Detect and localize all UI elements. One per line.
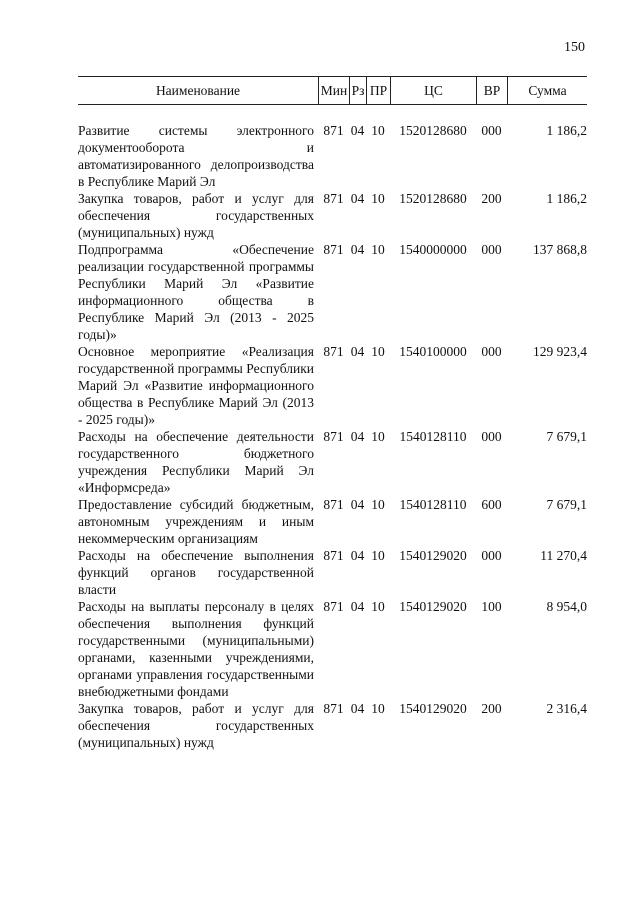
table-row (78, 190, 587, 241)
row-cs: 1540128110 (399, 429, 467, 444)
header-min: Мин (318, 77, 349, 104)
row-name: Подпрограмма «Обеспечение реализации государственной программы Республики Марий Эл «Развитие информационного общества в Республике Марий Эл (2013 - 2025 годы)» (78, 242, 314, 342)
row-vr: 000 (481, 242, 502, 257)
row-rz: 04 (350, 497, 365, 512)
table-row (78, 598, 587, 700)
row-cs: 1520128680 (399, 123, 467, 138)
row-cs: 1540129020 (399, 599, 467, 614)
row-pr: 10 (371, 191, 385, 206)
row-sum: 7 679,1 (546, 497, 587, 512)
table-row (78, 700, 587, 751)
row-min: 871 (323, 344, 344, 359)
row-cs: 1540000000 (399, 242, 467, 257)
row-name: Закупка товаров, работ и услуг для обеспечения государственных (муниципальных) нужд (78, 701, 314, 750)
row-rz: 04 (350, 191, 365, 206)
row-vr: 000 (481, 344, 502, 359)
row-vr: 200 (481, 191, 502, 206)
header-vr: ВР (476, 77, 507, 104)
row-sum: 11 270,4 (540, 548, 587, 563)
row-name: Предоставление субсидий бюджетным, автономным учреждениям и иным некоммерческим организациям (78, 497, 314, 546)
row-name: Закупка товаров, работ и услуг для обеспечения государственных (муниципальных) нужд (78, 191, 314, 240)
row-rz: 04 (350, 344, 365, 359)
row-name: Расходы на обеспечение выполнения функций органов государственной власти (78, 548, 314, 597)
header-rz: Рз (349, 77, 366, 104)
row-min: 871 (323, 191, 344, 206)
row-sum: 7 679,1 (546, 429, 587, 444)
table-row (78, 496, 587, 547)
row-min: 871 (323, 701, 344, 716)
row-pr: 10 (371, 242, 385, 257)
table-row (78, 428, 587, 496)
row-sum: 1 186,2 (546, 191, 587, 206)
row-pr: 10 (371, 123, 385, 138)
row-sum: 137 868,8 (533, 242, 587, 257)
row-pr: 10 (371, 429, 385, 444)
row-sum: 1 186,2 (546, 123, 587, 138)
table-body (78, 105, 587, 751)
row-rz: 04 (350, 548, 365, 563)
row-min: 871 (323, 599, 344, 614)
row-vr: 200 (481, 701, 502, 716)
page-number: 150 (564, 40, 585, 55)
row-name: Расходы на обеспечение деятельности государственного бюджетного учреждения Республики Марий Эл «Информсреда» (78, 429, 314, 495)
row-sum: 2 316,4 (546, 701, 587, 716)
row-pr: 10 (371, 599, 385, 614)
row-rz: 04 (350, 429, 365, 444)
row-sum: 129 923,4 (533, 344, 587, 359)
header-sum: Сумма (507, 77, 587, 104)
row-pr: 10 (371, 344, 385, 359)
row-min: 871 (323, 429, 344, 444)
row-vr: 100 (481, 599, 502, 614)
table-row (78, 122, 587, 190)
row-rz: 04 (350, 123, 365, 138)
row-rz: 04 (350, 701, 365, 716)
row-name: Развитие системы электронного документооборота и автоматизированного делопроизводства в Республике Марий Эл (78, 123, 314, 189)
row-pr: 10 (371, 548, 385, 563)
header-name: Наименование (155, 83, 241, 98)
table-header (78, 76, 587, 105)
row-min: 871 (323, 123, 344, 138)
row-min: 871 (323, 242, 344, 257)
row-min: 871 (323, 497, 344, 512)
row-cs: 1540128110 (399, 497, 467, 512)
row-cs: 1520128680 (399, 191, 467, 206)
row-cs: 1540129020 (399, 701, 467, 716)
row-rz: 04 (350, 242, 365, 257)
row-cs: 1540100000 (399, 344, 467, 359)
header-cs: ЦС (390, 77, 476, 104)
table-row (78, 547, 587, 598)
row-cs: 1540129020 (399, 548, 467, 563)
row-vr: 000 (481, 429, 502, 444)
row-vr: 000 (481, 123, 502, 138)
table-row (78, 241, 587, 343)
row-name: Расходы на выплаты персоналу в целях обеспечения выполнения функций государственными (муниципальными) органами, казенными учреждениями, органами управления государственными внебюджетными фондами (78, 599, 314, 699)
row-pr: 10 (371, 497, 385, 512)
row-min: 871 (323, 548, 344, 563)
header-pr: ПР (366, 77, 390, 104)
row-vr: 600 (481, 497, 502, 512)
row-rz: 04 (350, 599, 365, 614)
row-pr: 10 (371, 701, 385, 716)
row-name: Основное мероприятие «Реализация государственной программы Республики Марий Эл «Развитие информационного общества в Республике Марий Эл (2013 - 2025 годы)» (78, 344, 314, 427)
budget-table (78, 76, 587, 751)
row-vr: 000 (481, 548, 502, 563)
row-sum: 8 954,0 (546, 599, 587, 614)
table-row (78, 343, 587, 428)
